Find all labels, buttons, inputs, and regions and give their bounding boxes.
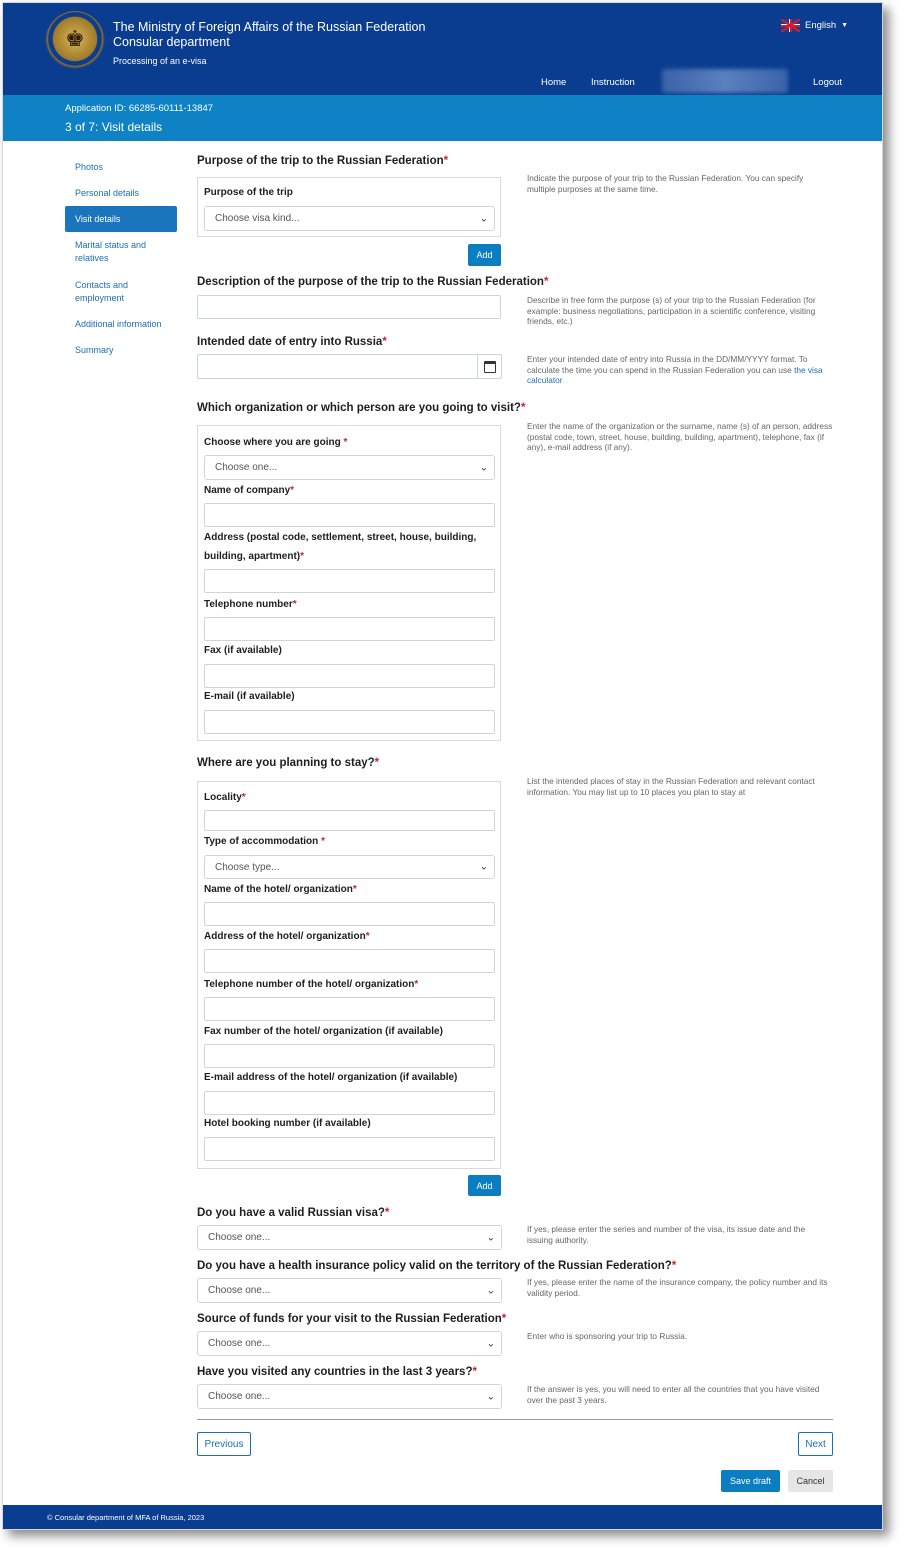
uk-flag-icon (781, 19, 800, 32)
site-footer (3, 1505, 883, 1530)
site-title-line2: Consular department (113, 35, 230, 49)
health-insurance-heading: Do you have a health insurance policy valid on the territory of the Russian Federation?* (197, 1260, 677, 1272)
site-header (3, 3, 883, 95)
site-subtitle: Processing of an e-visa (113, 56, 207, 66)
cancel-button[interactable]: Cancel (788, 1470, 833, 1492)
copyright-text: © Consular department of MFA of Russia, 2023 (47, 1513, 205, 1522)
language-selector[interactable] (781, 19, 848, 32)
sidebar-item-marital-status[interactable]: Marital status and relatives (75, 240, 147, 263)
sidebar-item-photos[interactable]: Photos (75, 162, 104, 172)
company-phone-label: Telephone number* (204, 599, 297, 610)
purpose-help: Indicate the purpose of your trip to the Russian Federation. You can specify multiple purposes at the same time. (527, 173, 804, 194)
visited-countries-value: Choose one... (208, 1391, 271, 1402)
organization-help: Enter the name of the organization or the surname, name (s) of an person, address (postal code, town, street, house, building, building, apartment), telephone, fax (if any), e-mail address (if any). (527, 421, 833, 452)
save-draft-button[interactable]: Save draft (721, 1470, 780, 1492)
divider (197, 1419, 833, 1420)
hotel-address-input[interactable] (204, 949, 495, 973)
application-id: Application ID: 66285-60111-13847 (65, 103, 214, 114)
where-going-select[interactable] (204, 455, 495, 480)
company-fax-input[interactable] (204, 664, 495, 688)
emblem-icon: ♚ (45, 11, 105, 73)
source-funds-select[interactable] (197, 1331, 502, 1356)
purpose-select[interactable] (204, 206, 495, 231)
where-going-value: Choose one... (215, 462, 278, 473)
visited-countries-heading: Have you visited any countries in the last 3 years?* (197, 1366, 477, 1378)
company-name-input[interactable] (204, 503, 495, 527)
chevron-down-icon: ⌄ (479, 213, 488, 224)
hotel-address-label: Address of the hotel/ organization* (204, 931, 370, 942)
chevron-down-icon: ⌄ (486, 1285, 495, 1296)
next-button[interactable]: Next (798, 1432, 833, 1456)
stay-help: List the intended places of stay in the Russian Federation and relevant contact information. You may list up to 10 places you plan to stay at (527, 776, 815, 797)
hotel-phone-input[interactable] (204, 997, 495, 1021)
description-input[interactable] (197, 295, 501, 319)
entry-date-help: Enter your intended date of entry into Russia in the DD/MM/YYYY format. To calculate the time you can spend in the Russian Federation you can use the visa calculator (527, 354, 823, 385)
locality-input[interactable] (204, 810, 495, 831)
nav-instruction[interactable]: Instruction (591, 77, 635, 88)
calendar-button[interactable] (477, 354, 502, 379)
page-frame (2, 2, 883, 1530)
chevron-down-icon: ⌄ (486, 1391, 495, 1402)
hotel-email-label: E-mail address of the hotel/ organization (if available) (204, 1072, 458, 1083)
source-funds-heading: Source of funds for your visit to the Russian Federation* (197, 1313, 507, 1325)
chevron-down-icon: ⌄ (479, 861, 488, 873)
chevron-down-icon: ⌄ (479, 462, 488, 473)
purpose-field-label: Purpose of the trip (204, 187, 293, 198)
purpose-heading: Purpose of the trip to the Russian Federation* (197, 155, 449, 167)
nav-logout[interactable]: Logout (813, 77, 843, 88)
company-fax-label: Fax (if available) (204, 645, 282, 656)
chevron-down-icon: ⌄ (486, 1232, 495, 1243)
sidebar-item-contacts-employment[interactable]: Contacts and employment (75, 280, 129, 303)
accommodation-value: Choose type... (215, 861, 280, 873)
site-title-line1: The Ministry of Foreign Affairs of the Russian Federation (113, 20, 426, 34)
accommodation-label: Type of accommodation * (204, 836, 325, 847)
hotel-phone-label: Telephone number of the hotel/ organization* (204, 979, 419, 990)
visa-calculator-link[interactable]: the visa calculator (527, 364, 823, 385)
visited-countries-help: If the answer is yes, you will need to enter all the countries that you have visited over the past 3 years. (527, 1384, 820, 1405)
company-phone-input[interactable] (204, 617, 495, 641)
previous-button[interactable]: Previous (197, 1432, 251, 1456)
accommodation-select[interactable] (204, 855, 495, 879)
chevron-down-icon: ⌄ (486, 1338, 495, 1349)
valid-visa-value: Choose one... (208, 1232, 271, 1243)
source-funds-help: Enter who is sponsoring your trip to Russia. (527, 1331, 688, 1341)
language-label: English (805, 20, 837, 31)
health-insurance-value: Choose one... (208, 1285, 271, 1296)
source-funds-value: Choose one... (208, 1338, 271, 1349)
company-address-input[interactable] (204, 569, 495, 593)
add-stay-button[interactable]: Add (468, 1175, 501, 1196)
nav-home[interactable]: Home (541, 77, 567, 88)
calendar-icon (484, 361, 496, 373)
valid-visa-select[interactable] (197, 1225, 502, 1250)
step-title: 3 of 7: Visit details (65, 120, 163, 134)
company-address-label: Address (postal code, settlement, street, house, building, building, apartment)* (204, 532, 477, 562)
company-email-label: E-mail (if available) (204, 691, 295, 702)
description-help: Describe in free form the purpose (s) of your trip to the Russian Federation (for example: business negotiations, participation in a scientific conference, visiting friends, etc.) (527, 295, 816, 326)
where-going-label: Choose where you are going * (204, 437, 348, 448)
organization-heading: Which organization or which person are you going to visit?* (197, 402, 526, 414)
description-heading: Description of the purpose of the trip to the Russian Federation* (197, 276, 549, 288)
sidebar-item-summary[interactable]: Summary (75, 345, 114, 355)
hotel-fax-input[interactable] (204, 1044, 495, 1068)
purpose-select-value: Choose visa kind... (215, 213, 300, 224)
user-name-redacted (662, 69, 788, 93)
hotel-name-input[interactable] (204, 902, 495, 926)
hotel-name-label: Name of the hotel/ organization* (204, 884, 357, 895)
caret-down-icon: ▼ (841, 22, 849, 29)
add-purpose-button[interactable]: Add (468, 244, 501, 266)
application-bar (3, 95, 883, 141)
entry-date-heading: Intended date of entry into Russia* (197, 336, 387, 348)
company-email-input[interactable] (204, 710, 495, 734)
health-insurance-help: If yes, please enter the name of the insurance company, the policy number and its validity period. (527, 1277, 828, 1298)
booking-number-label: Hotel booking number (if available) (204, 1118, 371, 1129)
health-insurance-select[interactable] (197, 1278, 502, 1303)
site-title (113, 20, 425, 50)
locality-label: Locality* (204, 792, 246, 803)
valid-visa-heading: Do you have a valid Russian visa?* (197, 1207, 390, 1219)
sidebar-item-additional-info[interactable]: Additional information (75, 319, 162, 329)
entry-date-input[interactable] (197, 354, 502, 379)
stay-heading: Where are you planning to stay?* (197, 757, 380, 769)
valid-visa-help: If yes, please enter the series and number of the visa, its issue date and the issuing authority. (527, 1224, 806, 1245)
booking-number-input[interactable] (204, 1137, 495, 1161)
visited-countries-select[interactable] (197, 1384, 502, 1409)
company-name-label: Name of company* (204, 485, 295, 496)
sidebar-item-visit-details[interactable]: Visit details (65, 206, 177, 232)
hotel-fax-label: Fax number of the hotel/ organization (if available) (204, 1026, 443, 1037)
hotel-email-input[interactable] (204, 1091, 495, 1115)
sidebar-item-personal-details[interactable]: Personal details (75, 188, 140, 198)
